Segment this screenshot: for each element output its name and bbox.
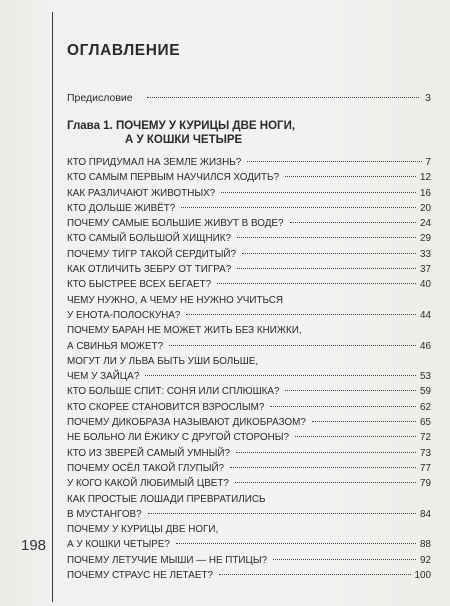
toc-entry-line	[67, 323, 431, 338]
dot-leader	[148, 513, 416, 514]
toc-entry-page: 53	[420, 371, 431, 383]
toc-entry-text: КТО СКОРЕЕ СТАНОВИТСЯ ВЗРОСЛЫМ?	[67, 401, 265, 413]
toc-entry-line-with-page	[67, 186, 431, 201]
toc-entry-line-with-page	[67, 339, 431, 354]
toc-entry-page: 92	[420, 554, 431, 566]
preface-page: 3	[425, 92, 431, 104]
toc-entry-line-with-page	[67, 384, 431, 399]
dot-leader	[145, 375, 416, 376]
toc-entry-text: У ЕНОТА-ПОЛОСКУНА?	[67, 309, 181, 321]
toc-entry-line-with-page	[67, 461, 431, 476]
toc-entry-text: ПОЧЕМУ У КУРИЦЫ ДВЕ НОГИ,	[67, 524, 219, 536]
dot-leader	[230, 467, 416, 468]
toc-entry-page: 79	[420, 478, 431, 490]
toc-entry-text: МОГУТ ЛИ У ЛЬВА БЫТЬ УШИ БОЛЬШЕ,	[67, 355, 259, 367]
toc-entry	[67, 415, 431, 430]
toc-entry-page: 33	[420, 248, 431, 260]
toc-entry-text: А СВИНЬЯ МОЖЕТ?	[67, 340, 164, 352]
toc-entry-text: А У КОШКИ ЧЕТЫРЕ?	[67, 539, 170, 551]
toc-entry-page: 7	[425, 157, 431, 168]
toc-entry	[67, 277, 431, 292]
chapter-heading-line-1: Глава 1. ПОЧЕМУ У КУРИЦЫ ДВЕ НОГИ,	[67, 120, 296, 132]
toc-entry	[67, 293, 431, 324]
toc-entry	[67, 522, 431, 553]
toc-entry-page: 65	[420, 417, 431, 429]
toc-entry-line	[67, 492, 431, 507]
dot-leader	[247, 161, 421, 162]
dot-leader	[181, 207, 416, 208]
toc-entry	[67, 568, 431, 583]
toc-entry-text: КТО ПРИДУМАЛ НА ЗЕМЛЕ ЖИЗНЬ?	[67, 157, 242, 168]
toc-entry-line-with-page	[67, 201, 431, 216]
toc-entry-line-with-page	[67, 446, 431, 461]
toc-entry	[67, 323, 431, 354]
toc-entry-page: 59	[420, 386, 431, 398]
toc-entry-text: НЕ БОЛЬНО ЛИ ЁЖИКУ С ДРУГОЙ СТОРОНЫ?	[67, 432, 289, 444]
toc-entry-text: ЧЕМУ НУЖНО, А ЧЕМУ НЕ НУЖНО УЧИТЬСЯ	[67, 294, 284, 306]
toc-entry-text: КАК РАЗЛИЧАЮТ ЖИВОТНЫХ?	[67, 187, 216, 199]
toc-entry-line-with-page	[67, 170, 431, 185]
toc-entry-line-with-page	[67, 553, 431, 568]
toc-entry-line-with-page	[67, 400, 431, 415]
toc-entry-text: В МУСТАНГОВ?	[67, 508, 142, 520]
page-number: 198	[21, 537, 47, 554]
toc-entry-page: 73	[420, 447, 431, 459]
toc-entry-page: 100	[414, 570, 431, 582]
toc-entry-line-with-page	[67, 507, 431, 522]
toc-entry-page: 62	[420, 401, 431, 413]
dot-leader	[237, 237, 416, 238]
toc-entry	[67, 492, 431, 523]
toc-entry	[67, 354, 431, 385]
toc-entry-text: ПОЧЕМУ СТРАУС НЕ ЛЕТАЕТ?	[67, 570, 213, 582]
toc-entry-line-with-page	[67, 369, 431, 384]
toc-entries	[67, 155, 431, 583]
dot-leader	[270, 406, 416, 407]
toc-entry-text: ПОЧЕМУ БАРАН НЕ МОЖЕТ ЖИТЬ БЕЗ КНИЖКИ,	[67, 325, 302, 337]
dot-leader	[219, 574, 411, 575]
toc-entry	[67, 400, 431, 415]
dot-leader	[217, 283, 416, 284]
toc-entry-page: 29	[420, 233, 431, 245]
toc-entry-text: ПОЧЕМУ САМЫЕ БОЛЬШИЕ ЖИВУТ В ВОДЕ?	[67, 218, 284, 230]
contents-title: ОГЛАВЛЕНИЕ	[67, 42, 181, 59]
toc-entry	[67, 231, 431, 246]
dot-leader	[237, 268, 416, 269]
toc-entry	[67, 553, 431, 568]
dot-leader	[221, 192, 416, 193]
toc-entry	[67, 430, 431, 445]
toc-entry-text: КТО САМЫЙ БОЛЬШОЙ ХИЩНИК?	[67, 233, 231, 245]
toc-entry-page: 77	[420, 462, 431, 474]
toc-entry-page: 72	[420, 432, 431, 444]
toc-entry	[67, 216, 431, 231]
dot-leader	[285, 390, 416, 391]
dot-leader	[147, 97, 420, 98]
toc-entry-line-with-page	[67, 568, 431, 583]
toc-entry	[67, 247, 431, 262]
toc-entry-line-with-page	[67, 216, 431, 231]
dot-leader	[312, 421, 416, 422]
dot-leader	[273, 559, 416, 560]
dot-leader	[186, 314, 416, 315]
margin-rule	[52, 12, 53, 602]
preface-label: Предисловие	[67, 92, 133, 104]
toc-entry	[67, 446, 431, 461]
toc-entry-line-with-page	[67, 262, 431, 277]
toc-entry-text: ПОЧЕМУ ДИКОБРАЗА НАЗЫВАЮТ ДИКОБРАЗОМ?	[67, 417, 306, 429]
dot-leader	[176, 543, 416, 544]
toc-entry-page: 88	[420, 539, 431, 551]
toc-entry-line-with-page	[67, 155, 431, 170]
toc-entry-text: КТО БОЛЬШЕ СПИТ: СОНЯ ИЛИ СПЛЮШКА?	[67, 386, 280, 398]
toc-entry-text: КТО ИЗ ЗВЕРЕЙ САМЫЙ УМНЫЙ?	[67, 447, 230, 459]
toc-entry-page: 20	[420, 202, 431, 214]
toc-entry-page: 84	[420, 508, 431, 520]
toc-entry-text: У КОГО КАКОЙ ЛЮБИМЫЙ ЦВЕТ?	[67, 478, 229, 490]
toc-entry-line-with-page	[67, 277, 431, 292]
toc-entry-line-with-page	[67, 476, 431, 491]
toc-entry-line	[67, 293, 431, 308]
toc-entry-line-with-page	[67, 430, 431, 445]
toc-entry	[67, 155, 431, 170]
chapter-heading	[67, 119, 295, 147]
toc-entry-text: КАК ОТЛИЧИТЬ ЗЕБРУ ОТ ТИГРА?	[67, 264, 232, 276]
toc-entry-page: 40	[420, 279, 431, 291]
toc-entry	[67, 476, 431, 491]
preface-entry	[67, 92, 431, 104]
toc-entry	[67, 170, 431, 185]
toc-entry-page: 24	[420, 218, 431, 230]
toc-entry	[67, 384, 431, 399]
toc-entry-page: 12	[420, 172, 431, 184]
toc-entry-line	[67, 354, 431, 369]
toc-entry-page: 37	[420, 264, 431, 276]
toc-entry-line-with-page	[67, 308, 431, 323]
toc-entry-line-with-page	[67, 415, 431, 430]
toc-entry-text: ПОЧЕМУ ОСЁЛ ТАКОЙ ГЛУПЫЙ?	[67, 462, 225, 474]
toc-entry-page: 44	[420, 309, 431, 321]
toc-entry-text: КТО ДОЛЬШЕ ЖИВЁТ?	[67, 202, 176, 214]
toc-entry	[67, 186, 431, 201]
toc-entry	[67, 461, 431, 476]
dot-leader	[169, 345, 416, 346]
toc-entry	[67, 262, 431, 277]
toc-entry-text: КАК ПРОСТЫЕ ЛОШАДИ ПРЕВРАТИЛИСЬ	[67, 493, 266, 505]
dot-leader	[235, 482, 416, 483]
dot-leader	[236, 452, 416, 453]
toc-entry-text: ПОЧЕМУ ТИГР ТАКОЙ СЕРДИТЫЙ?	[67, 248, 237, 260]
dot-leader	[290, 222, 417, 223]
toc-entry-line	[67, 522, 431, 537]
dot-leader	[242, 253, 416, 254]
toc-entry-text: КТО БЫСТРЕЕ ВСЕХ БЕГАЕТ?	[67, 279, 212, 291]
dot-leader	[295, 436, 416, 437]
toc-entry-text: КТО САМЫМ ПЕРВЫМ НАУЧИЛСЯ ХОДИТЬ?	[67, 172, 280, 184]
dot-leader	[285, 176, 416, 177]
toc-entry-page: 46	[420, 340, 431, 352]
toc-entry-text: ПОЧЕМУ ЛЕТУЧИЕ МЫШИ — НЕ ПТИЦЫ?	[67, 554, 268, 566]
toc-entry-page: 16	[420, 187, 431, 199]
toc-entry-line-with-page	[67, 231, 431, 246]
toc-entry	[67, 201, 431, 216]
chapter-heading-line-2: А У КОШКИ ЧЕТЫРЕ	[125, 134, 243, 146]
toc-entry-line-with-page	[67, 537, 431, 552]
toc-entry-line-with-page	[67, 247, 431, 262]
toc-entry-text: ЧЕМ У ЗАЙЦА?	[67, 371, 140, 383]
